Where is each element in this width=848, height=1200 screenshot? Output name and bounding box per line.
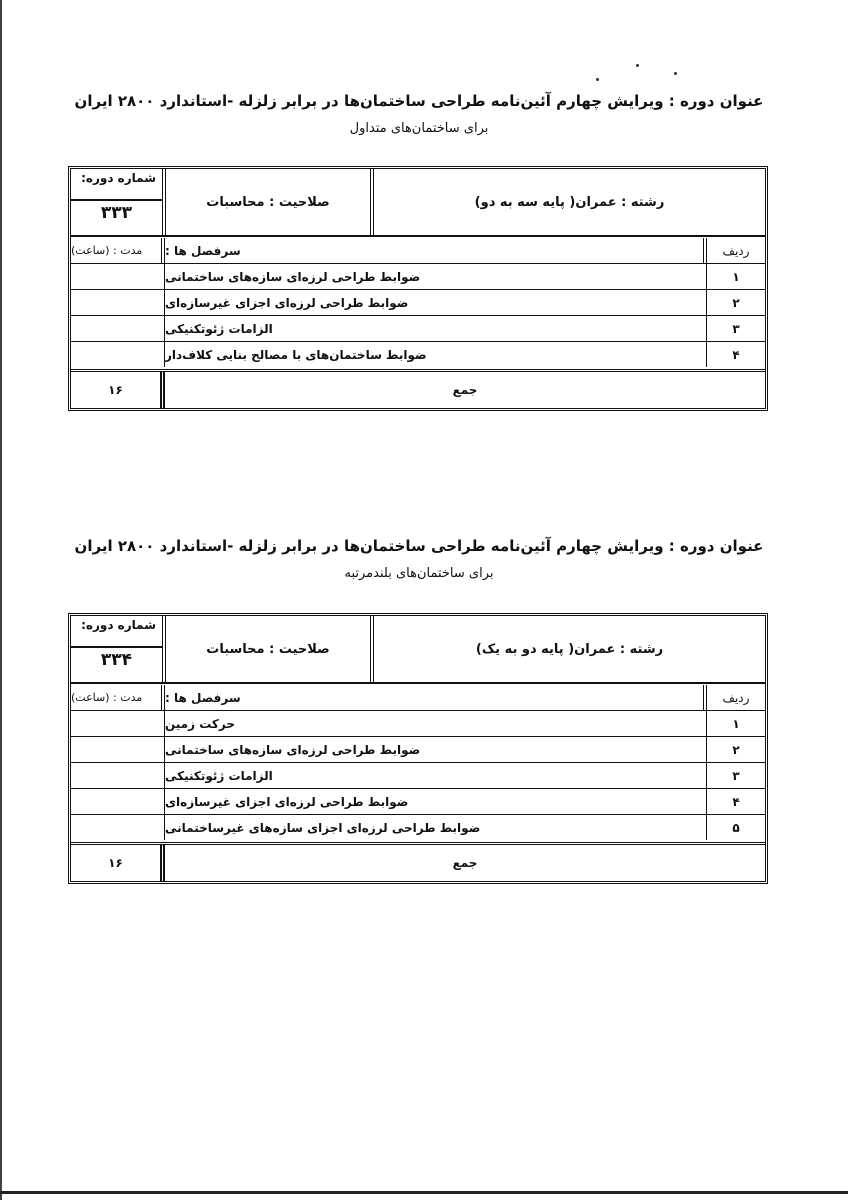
course-header <box>71 616 765 684</box>
row-index: ۳ <box>732 768 740 783</box>
row-index: ۱ <box>732 716 740 731</box>
row-index: ۴ <box>732 347 740 362</box>
row-duration <box>71 763 165 788</box>
duration-header: مدت : (ساعت) <box>71 238 165 263</box>
table-row <box>71 815 765 840</box>
row-duration <box>71 711 165 736</box>
row-topic: ضوابط طراحی لرزه‌ای اجزای سازه‌های غیرساختمانی <box>165 815 707 840</box>
row-topic: الزامات ژئوتکنیکی <box>165 763 707 788</box>
scan-speck <box>636 64 639 67</box>
competency: صلاحیت : محاسبات <box>166 616 374 682</box>
course-number: ۳۳۴ <box>100 650 133 670</box>
table-row <box>71 264 765 290</box>
total-label: جمع <box>452 383 478 397</box>
row-index: ۵ <box>732 820 740 835</box>
course-number: ۳۳۳ <box>100 203 133 223</box>
row-duration <box>71 290 165 315</box>
scan-speck <box>674 72 677 75</box>
table-row <box>71 316 765 342</box>
course-subtitle: برای ساختمان‌های بلندمرتبه <box>344 566 494 581</box>
row-duration <box>71 342 165 367</box>
course-number-label: شماره دوره: <box>81 618 156 632</box>
course-number-label: شماره دوره: <box>81 171 156 185</box>
row-topic: حرکت زمین <box>165 711 707 736</box>
row-index: ۱ <box>732 269 740 284</box>
row-index: ۴ <box>732 794 740 809</box>
row-index: ۲ <box>732 295 740 310</box>
course-header <box>71 169 765 237</box>
table-row <box>71 711 765 737</box>
course-table <box>68 613 768 884</box>
scan-bottom-edge <box>0 1191 848 1194</box>
course-number-cell <box>71 169 166 235</box>
row-topic: ضوابط طراحی لرزه‌ای سازه‌های ساختمانی <box>165 737 707 762</box>
row-duration <box>71 789 165 814</box>
divider <box>71 646 162 648</box>
table-row <box>71 737 765 763</box>
scan-speck <box>596 78 599 81</box>
total-row <box>71 369 765 408</box>
row-topic: ضوابط طراحی لرزه‌ای سازه‌های ساختمانی <box>165 264 707 289</box>
total-row <box>71 842 765 881</box>
topics-header: سرفصل ها : <box>165 238 707 263</box>
row-duration <box>71 737 165 762</box>
row-index: ۳ <box>732 321 740 336</box>
row-topic: الزامات ژئوتکنیکی <box>165 316 707 341</box>
row-index: ۲ <box>732 742 740 757</box>
course-title: عنوان دوره : ویرایش چهارم آئین‌نامه طراحی ساختمان‌ها در برابر زلزله -استاندارد ۲۸۰۰ ایران <box>74 92 764 110</box>
row-duration <box>71 316 165 341</box>
table-row <box>71 290 765 316</box>
index-header: ردیف <box>722 690 750 705</box>
row-topic: ضوابط طراحی لرزه‌ای اجزای غیرسازه‌ای <box>165 789 707 814</box>
row-duration <box>71 264 165 289</box>
competency: صلاحیت : محاسبات <box>166 169 374 235</box>
course-subtitle: برای ساختمان‌های متداول <box>349 121 489 136</box>
course-section <box>68 88 770 418</box>
scan-left-edge <box>0 0 2 1200</box>
table-row <box>71 763 765 789</box>
field: رشته : عمران( پایه دو به یک) <box>475 641 664 657</box>
row-topic: ضوابط طراحی لرزه‌ای اجزای غیرسازه‌ای <box>165 290 707 315</box>
index-header: ردیف <box>722 243 750 258</box>
course-table <box>68 166 768 411</box>
field: رشته : عمران( پایه سه به دو) <box>474 194 665 210</box>
course-number-cell <box>71 616 166 682</box>
topics-header: سرفصل ها : <box>165 685 707 710</box>
duration-header: مدت : (ساعت) <box>71 685 165 710</box>
course-section <box>68 535 770 895</box>
divider <box>71 199 162 201</box>
table-header-row <box>71 685 765 711</box>
row-duration <box>71 815 165 840</box>
total-hours: ۱۶ <box>71 845 165 881</box>
row-topic: ضوابط ساختمان‌های با مصالح بنایی کلاف‌دار <box>165 342 707 367</box>
total-hours: ۱۶ <box>71 372 165 408</box>
course-title: عنوان دوره : ویرایش چهارم آئین‌نامه طراحی ساختمان‌ها در برابر زلزله -استاندارد ۲۸۰۰ ایران <box>74 537 764 555</box>
table-row <box>71 789 765 815</box>
table-row <box>71 342 765 367</box>
table-header-row <box>71 238 765 264</box>
total-label: جمع <box>452 856 478 870</box>
